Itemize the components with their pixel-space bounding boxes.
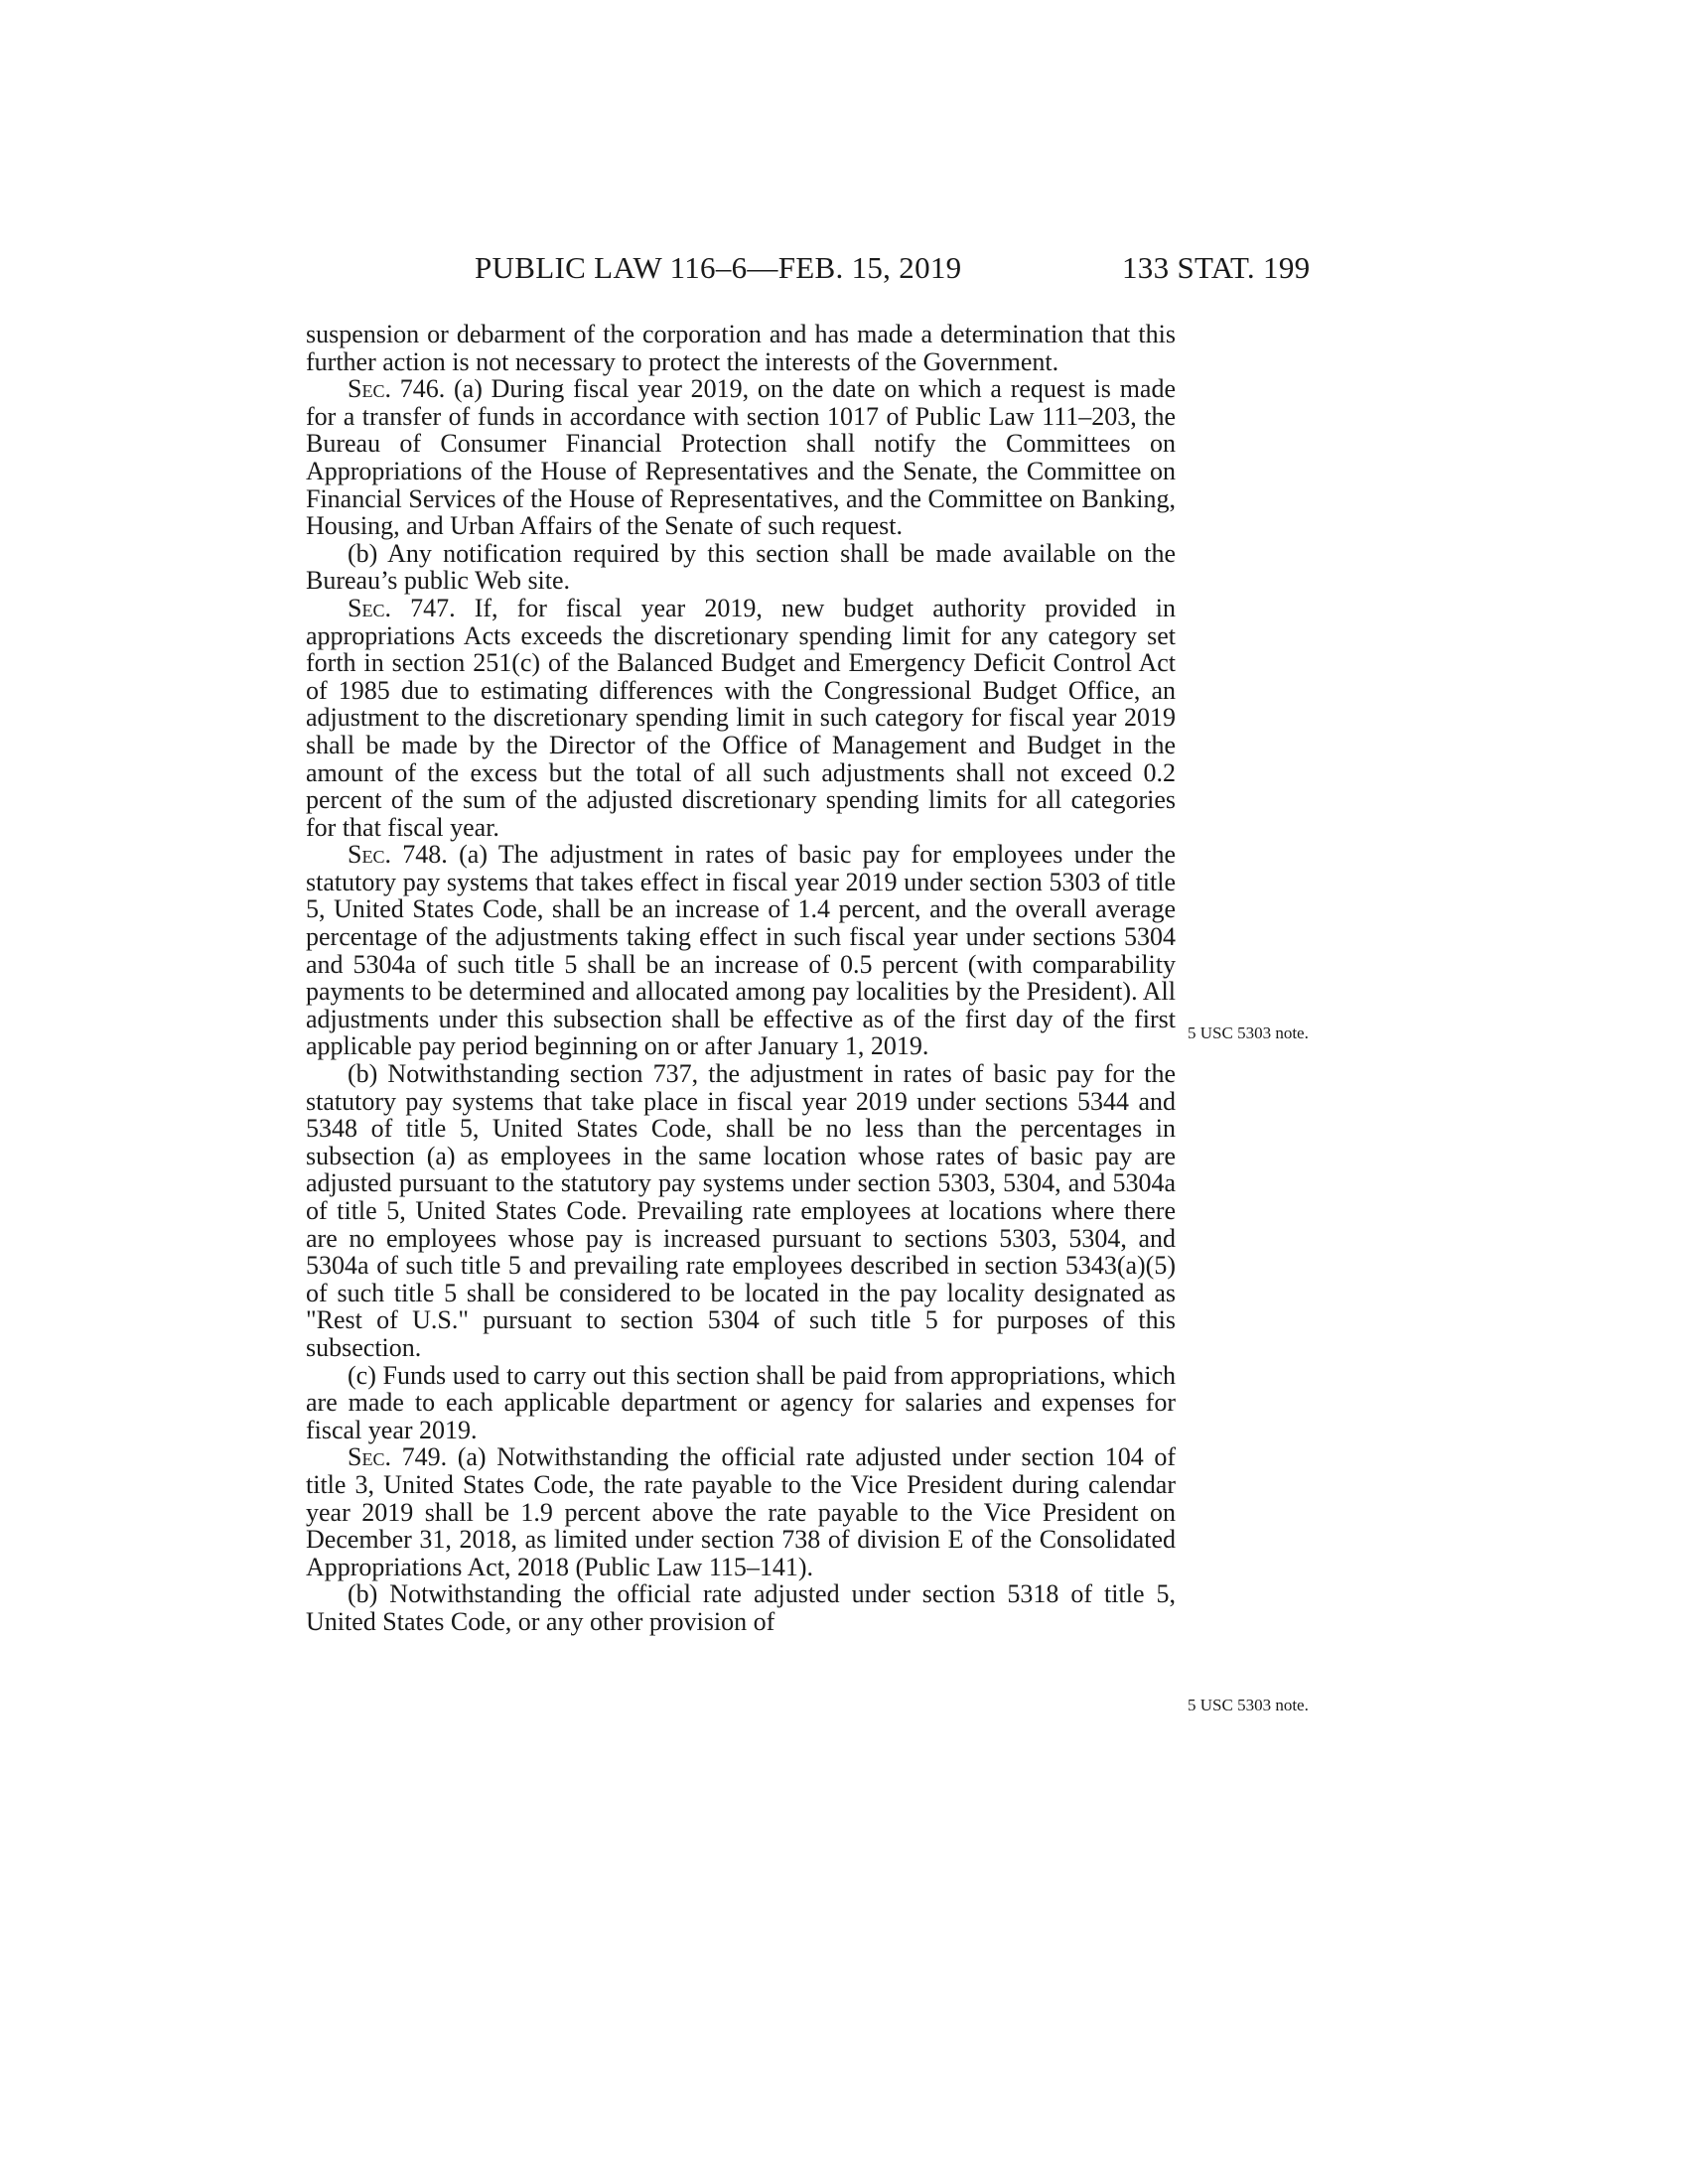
section-748-a	[306, 841, 1176, 1060]
section-lead: Sec.	[348, 593, 391, 622]
margin-note-section-748: 5 USC 5303 note.	[1188, 1024, 1309, 1042]
paragraph-text: (c) Funds used to carry out this section shall be paid from appropriations, which are made to each applicable department or agency for salaries and expenses for fiscal year 2019.	[306, 1360, 1176, 1444]
paragraph-text: (b) Any notification required by this section shall be made available on the Bureau’s public Web site.	[306, 538, 1176, 596]
paragraph-text: (b) Notwithstanding section 737, the adjustment in rates of basic pay for the statutory pay systems that take place in fiscal year 2019 under sections 5344 and 5348 of title 5, United States Code, shall be no less than the percentages in subsection (a) as employees in the same location whose rates of basic pay are adjusted pursuant to the statutory pay systems under section 5303, 5304, and 5304a of title 5, United States Code. Prevailing rate employees at locations where there are no employees whose pay is increased pursuant to sections 5303, 5304, and 5304a of such title 5 and prevailing rate employees described in section 5343(a)(5) of such title 5 shall be considered to be located in the pay locality designated as "Rest of U.S." pursuant to section 5304 of such title 5 for purposes of this subsection.	[306, 1059, 1176, 1362]
section-748-b	[306, 1060, 1176, 1362]
section-749-b	[306, 1580, 1176, 1635]
section-749-a	[306, 1443, 1176, 1580]
page-number-stat: 133 STAT. 199	[1122, 250, 1311, 285]
paragraph-text: 748. (a) The adjustment in rates of basic pay for employees under the statutory pay systems that takes effect in fiscal year 2019 under section 5303 of title 5, United States Code, shall be an increase of 1.4 percent, and the overall average percentage of the adjustments taking effect in such fiscal year under sections 5304 and 5304a of such title 5 shall be an increase of 0.5 percent (with comparability payments to be determined and allocated among pay localities by the President). All adjustments under this subsection shall be effective as of the first day of the first applicable pay period beginning on or after January 1, 2019.	[306, 840, 1176, 1061]
page-header	[0, 250, 1688, 290]
paragraph-text: suspension or debarment of the corporation and has made a determination that this further action is not necessary to protect the interests of the Government.	[306, 320, 1176, 376]
statute-body	[306, 321, 1176, 1636]
paragraph-text: (b) Notwithstanding the official rate adjusted under section 5318 of title 5, United States Code, or any other provision of	[306, 1579, 1176, 1636]
section-lead: Sec.	[348, 1442, 391, 1472]
section-747	[306, 595, 1176, 841]
section-lead: Sec.	[348, 374, 391, 404]
paragraph-text: 747. If, for fiscal year 2019, new budget authority provided in appropriations Acts exceeds the discretionary spending limit for any category set forth in section 251(c) of the Balanced Budget and Emergency Deficit Control Act of 1985 due to estimating differences with the Congressional Budget Office, an adjustment to the discretionary spending limit in such category for fiscal year 2019 shall be made by the Director of the Office of Management and Budget in the amount of the excess but the total of all such adjustments shall not exceed 0.2 percent of the sum of the adjusted discretionary spending limits for all categories for that fiscal year.	[306, 593, 1176, 842]
running-head-law: PUBLIC LAW 116–6—FEB. 15, 2019	[475, 250, 962, 285]
section-746-a	[306, 375, 1176, 540]
section-746-b	[306, 540, 1176, 595]
section-lead: Sec.	[348, 840, 391, 870]
paragraph-text: 746. (a) During fiscal year 2019, on the date on which a request is made for a transfer of funds in accordance with section 1017 of Public Law 111–203, the Bureau of Consumer Financial Protection shall notify the Committees on Appropriations of the House of Representatives and the Senate, the Committee on Financial Services of the House of Representatives, and the Committee on Banking, Housing, and Urban Affairs of the Senate of such request.	[306, 374, 1176, 541]
margin-note-section-749: 5 USC 5303 note.	[1188, 1696, 1309, 1714]
paragraph-text: 749. (a) Notwithstanding the official rate adjusted under section 104 of title 3, United States Code, the rate payable to the Vice President during calendar year 2019 shall be 1.9 percent above the rate payable to the Vice President on December 31, 2018, as limited under section 738 of division E of the Consolidated Appropriations Act, 2018 (Public Law 115–141).	[306, 1442, 1176, 1581]
paragraph-continuation	[306, 321, 1176, 375]
section-748-c	[306, 1362, 1176, 1444]
